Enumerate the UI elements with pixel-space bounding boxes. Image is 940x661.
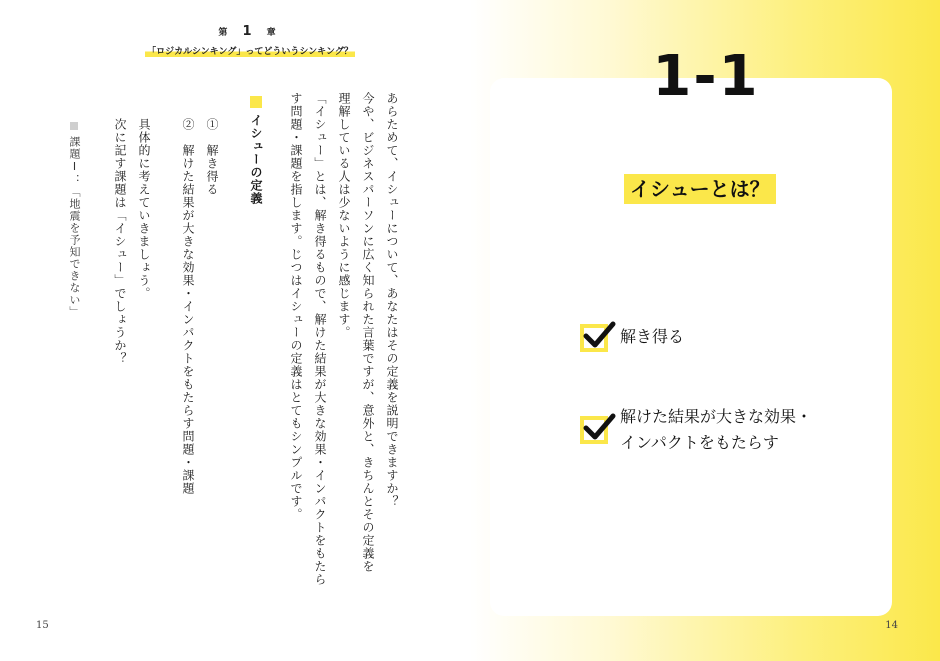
check-item-1-text [620, 324, 684, 350]
body-column-6: 具体的に考えていきましょう。 [137, 118, 151, 300]
figure-number: 1-1 [652, 44, 760, 109]
definition-item-1: ① 解き得る [205, 118, 219, 196]
bullet-square-icon [70, 122, 78, 130]
info-card [490, 78, 892, 616]
body-column-5: す問題・課題を指します。じつはイシューの定義はとてもシンプルです。 [289, 92, 303, 521]
definition-item-2: ② 解けた結果が大きな効果・インパクトをもたらす問題・課題 [181, 118, 195, 495]
body-column-3: 理解している人は少ないように感じます。 [337, 92, 351, 339]
check-item-1-line1: 解き得る [620, 327, 685, 346]
check-item-2 [580, 404, 812, 456]
page-number-right: 14 [885, 620, 898, 631]
check-item-2-text [620, 404, 812, 456]
checkbox-checked-icon [580, 324, 608, 352]
chapter-subtitle [130, 44, 370, 57]
page-number-left: 15 [36, 620, 49, 631]
section-heading [248, 96, 265, 205]
issue-example [66, 122, 82, 318]
issue-example-text: 課題Ⅰ：「地震を予知できない」 [68, 136, 81, 318]
body-column-4: 「イシュー」とは、解き得るもので、解けた結果が大きな効果・インパクトをもたら [313, 92, 327, 586]
check-item-1 [580, 324, 684, 352]
chapter-label-pre: 第 [218, 28, 234, 38]
check-item-2-line2: インパクトをもたらす [620, 433, 779, 452]
chapter-label-post: 章 [266, 28, 282, 38]
section-heading-text: イシューの定義 [249, 114, 263, 205]
chapter-label [200, 24, 300, 39]
chapter-subtitle-text: 「ロジカルシンキング」ってどういうシンキング？ [147, 47, 353, 57]
chapter-number: 1 [242, 24, 258, 39]
heading-marker-icon [250, 96, 262, 108]
card-title: イシューとは？ [624, 174, 776, 204]
body-column-1: あらためて、イシューについて、あなたはその定義を説明できますか？ [385, 92, 399, 508]
right-page [470, 0, 940, 661]
checkbox-checked-icon [580, 416, 608, 444]
check-item-2-line1: 解けた結果が大きな効果・ [620, 407, 813, 426]
body-column-7: 次に記す課題は「イシュー」でしょうか？ [113, 118, 127, 365]
body-column-2: 今や、ビジネスパーソンに広く知られた言葉ですが、意外と、きちんとその定義を [361, 92, 375, 573]
